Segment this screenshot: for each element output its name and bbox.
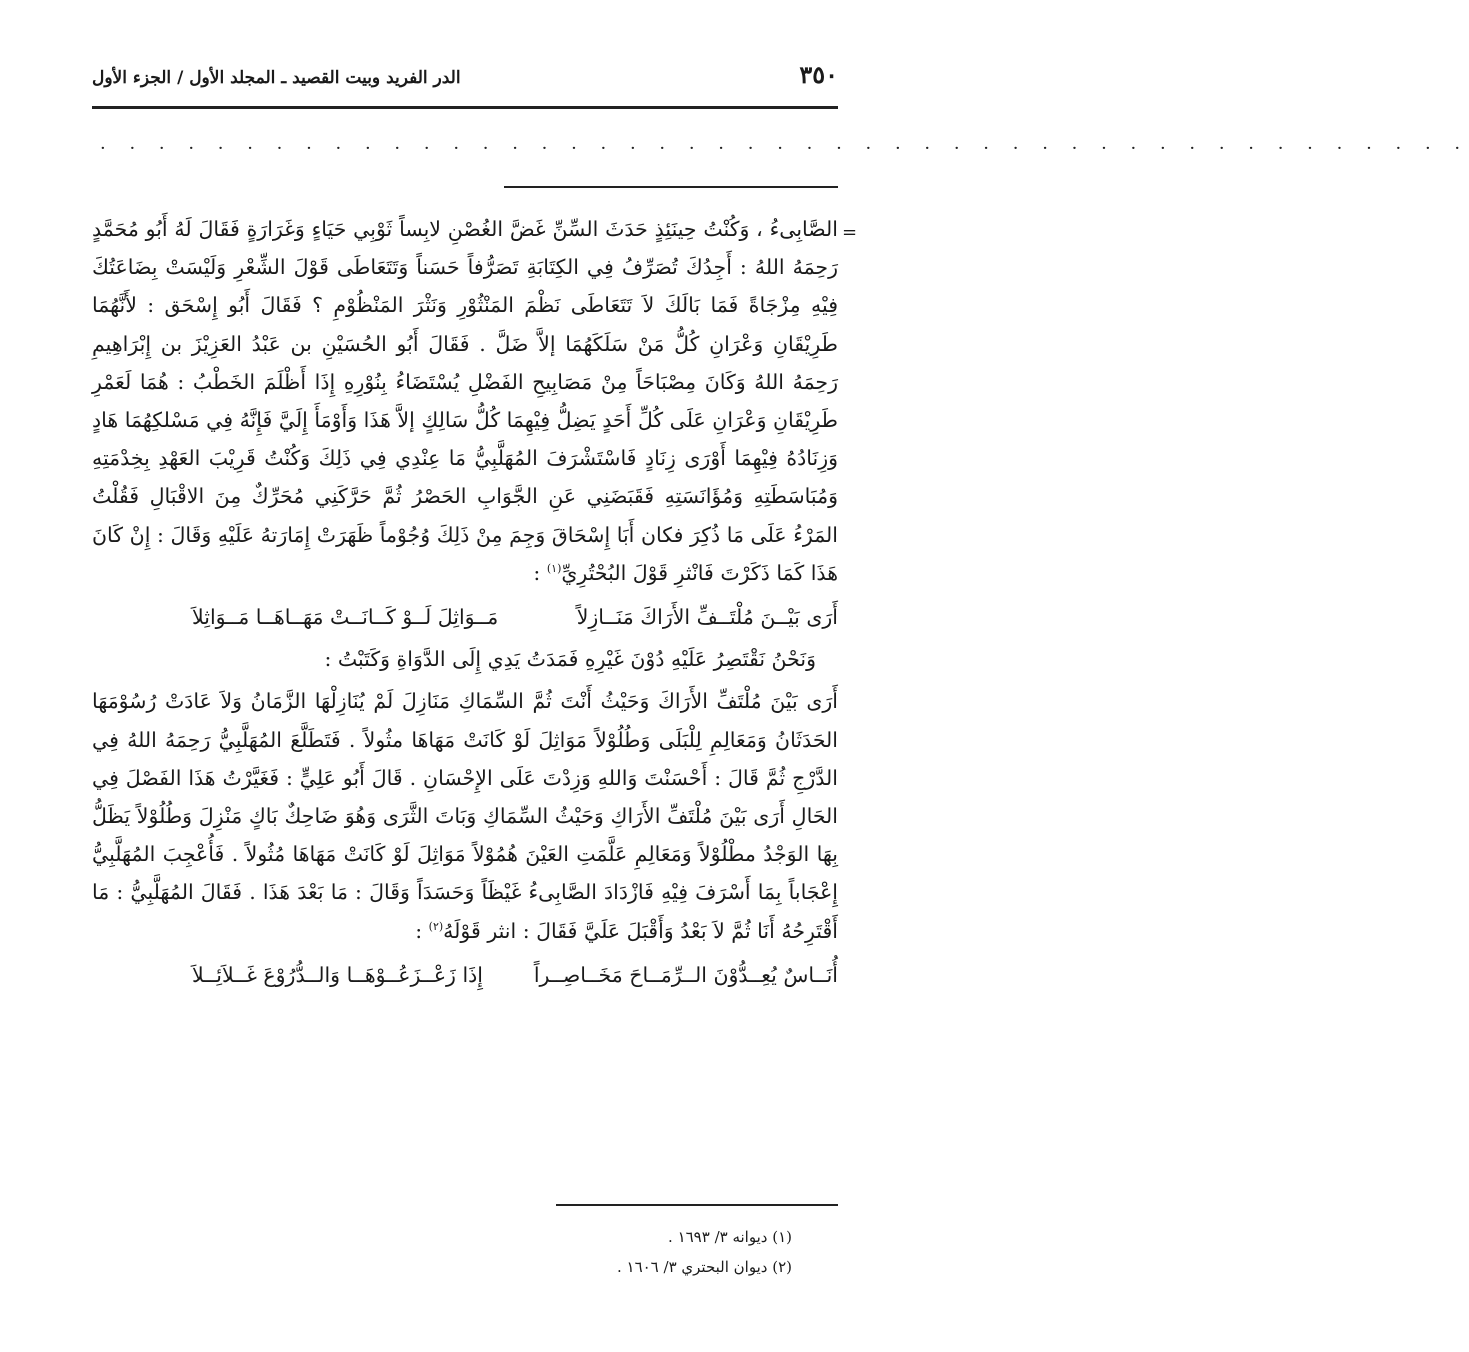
paragraph-1: الصَّابِىءُ ، وَكُنْتُ حِينَئِذٍ حَدَثَ السِّنِّ غَضَّ الغُصْنِ لابِساً ثَوْبِي حَيَاءٍ وَغَرَارَةٍ فَقَالَ لَهُ أَبُو مُحَمَّدٍ رَحِمَهُ اللهُ : أَجِدُكَ تُصَرِّفُ فِي الكِتَابَةِ تَصَرُّفاً حَسَناً وَتَتَعَاطَى قَوْلَ الشِّعْرِ وَلَيْسَتْ بِضَاعَتُكَ فِيْهِ مِزْجَاةً فَمَا بَالَكَ لاَ تَتَعَاطَى نَظْمَ المَنْثُوْرِ وَنَثْرَ المَنْظُوْمِ ؟ فَقَالَ أَبُو إِسْحَق : لأَنَّهُمَا طَرِيْقَانِ وَعْرَانِ كُلُّ مَنْ سَلَكَهُمَا إلاَّ ضَلَّ . فَقَالَ أَبُو الحُسَيْنِ بن عَبْدُ العَزِيْزَ بن إِبْرَاهِيمِ رَحِمَهُ اللهُ وَكَانَ مِصْبَاحَاً مِنْ مَصَابِيحِ الفَضْلِ يُسْتَضَاءُ بِنُوْرِهِ إِذَا أَظْلَمَ الخَطْبُ : هُمَا لَعَمْرِ طَرِيْقَانِ وَعْرَانِ عَلَى كُلِّ أَحَدٍ يَضِلُّ فِيْهِمَا كُلُّ سَالِكٍ إلاَّ هَذَا وَأَوْمَأَ إِلَيَّ فَإِنَّهُ فِي مَسْلكِهُمَا هَادٍ وَزِنَادُهُ فِيْهِمَا أَوْرَى زِنَادٍ فَاسْتَشْرَفَ المُهَلَّبِيُّ مَا عِنْدِي فِي ذَلِكَ وَكُنْتُ قَرِيْبَ العَهْدِ بِخِدْمَتِهِ وَمُبَاسَطَتِهِ وَمُؤَانَسَتِهِ فَقَبَضَنِي عَنِ الجَّوَابِ الحَصْرُ ثُمَّ حَرَّكَنِي مُحَرِّكٌ مِنَ الاقْبَالِ فَقُلْتُ المَرْءُ عَلَى مَا ذُكِرَ فكان أَبَا إِسْحَاقَ وَجِمَ مِنْ ذَلِكَ وُجُوْماً ظَهَرَتْ إِمَارَتهُ عَلَيْهِ وَقَالَ : إِنْ كَانَ هَذَا كَمَا ذَكَرْتَ فَانْثرِ قَوْلَ البُحْتُرِيِّ$^{(١)}$ : [92,217,838,585]
footnote-2: (٢) ديوان البحتري ٣/ ١٦٠٦ . [616,1258,792,1276]
verse-1-second-hemistich: مَــوَاثِلَ لَــوْ كَــانَــتْ مَهَــاهَــا مَــوَاثِلاَ [192,605,499,630]
page-number: ٣٥٠ [799,60,838,89]
footnote-ref-1: (١) [546,562,562,575]
paragraph-3: أَرَى بَيْنَ مُلْتَفِّ الأَرَاكَ وَحَيْثُ أَنْتَ ثُمَّ السِّمَاكِ مَنَازِلَ لَمْ يُنَازِلْهَا الزَّمَانُ وَلاَ عَادَتْ رُسُوْمَهَا الحَدَثَانُ وَمَعَالِمِ لِلْبَلَى وَطُلُوْلاً مَوَاثِلَ لَوْ كَانَتْ مَهَاهَا مثُولاً . فَتَطَلَّعَ المُهَلَّبِيُّ رَحِمَهُ اللهُ فِي الدَّرْجِ ثُمَّ قَالَ : أَحْسَنْتَ وَاللهِ وَزِدْتَ عَلَى الإِحْسَانِ . قَالَ أَبُو عَلِيٍّ : فَغَيَّرْتُ هَذَا الفَصْلَ فِي الحَالِ أَرَى بَيْنَ مُلْتَفِّ الأَرَاكِ وَحَيْثُ السِّمَاكِ وَبَاتَ الثَّرَى وَهُوَ ضَاحِكٌ بَاكٍ مَنْزِلَ وَطُلُوْلاً يَظَلُّ بِهَا الوَجْدُ مطْلُوْلاً وَمَعَالِمِ عَلَّمَتِ العَيْنَ هُمُوْلاً مَوَاثِلَ لَوْ كَانَتْ مَهَاهَا مُثُولاً . فَأُعْجِبَ المُهَلَّبِيُّ إِعْجَاباً بِمَا أَسْرَفَ فِيْهِ فَازْدَادَ الصَّابِىءُ غَيْظَاً وَحَسَدَاً وَقَالَ : مَا بَعْدَ هَذَا . فَقَالَ المُهَلَّبِيُّ : مَا أَقْتَرِحُهُ أَنَا ثُمَّ لاَ بَعْدُ وَأَقْبَلَ عَلَيَّ فَقَالَ : انثر قَوْلَهُ$^{(٢)}$ : [92,689,839,943]
verse-2 [92,956,838,994]
verse-2-first-hemistich: أُنَــاسٌ يُعِــدُّوْنَ الــرِّمَــاحَ مَخَــاصِــراً [533,962,838,987]
dotted-separator: · · · · · · · · · · · · · · · · · · · · · · · · · · · · · · · · · · · · · · · · · · · · · · · [100,138,1469,159]
verse-1 [92,598,838,636]
main-text [92,210,838,994]
footnote-ref-2: (٢) [428,919,444,933]
footnote-1: (١) ديوانه ٣/ ١٦٩٣ . [668,1228,792,1246]
running-title: الدر الفريد وبيت القصيد ـ المجلد الأول / الجزء الأول [92,68,461,88]
verse-1-first-hemistich: أَرَى بَيْــنَ مُلْتَــفِّ الأَرَاكَ مَنَــازِلاً [576,605,838,630]
page-header [92,60,838,100]
continuation-mark: = [842,222,858,243]
section-rule [504,186,838,188]
paragraph-2: وَنَحْنُ نَقْتَصِرُ عَلَيْهِ دُوْنَ غَيْرِهِ فَمَدَتُ يَدِي إِلَى الدَّوَاةِ وَكَتَبْتُ : [324,647,816,672]
header-rule [92,106,838,109]
footnotes [92,1222,792,1282]
footnote-rule [556,1204,838,1206]
verse-2-second-hemistich: إِذَا زَعْــزَعُــوْهَــا وَالــدُّرُوْعَ غَــلاَئِــلاَ [192,962,483,987]
